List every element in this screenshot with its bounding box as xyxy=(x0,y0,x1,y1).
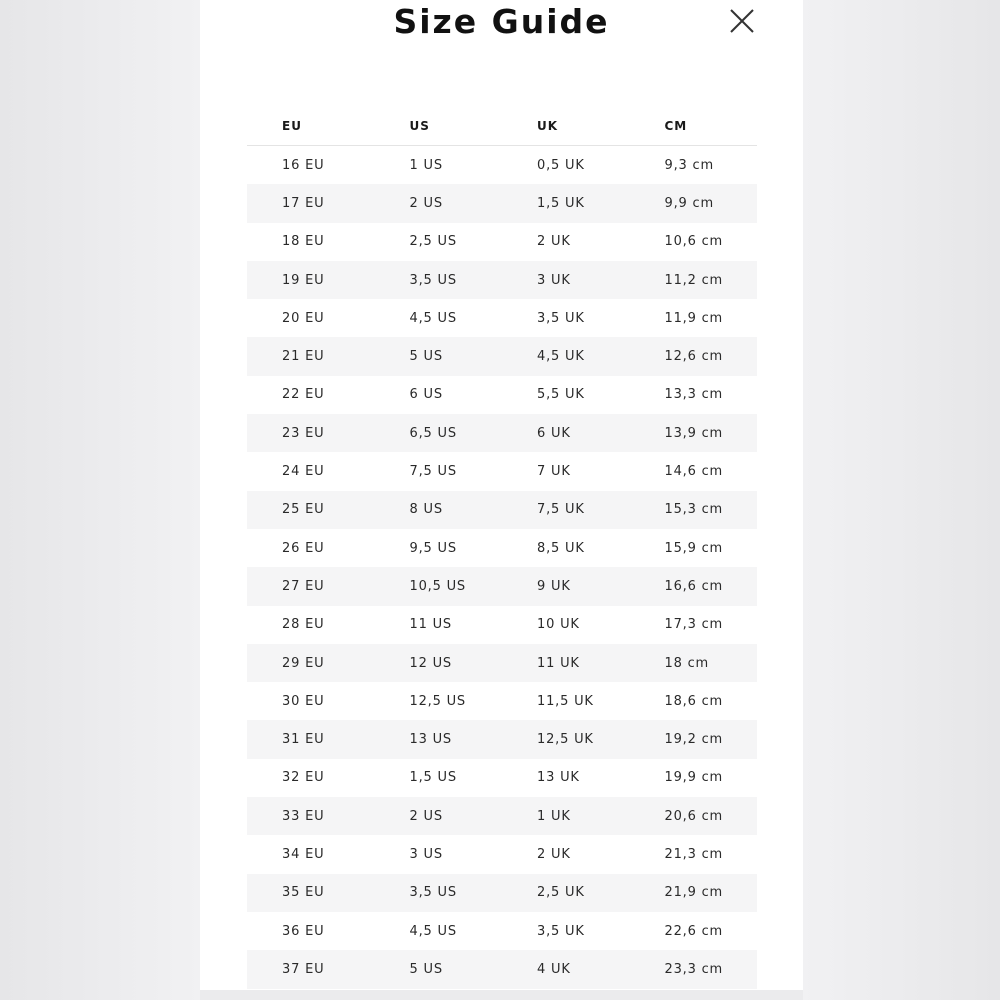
cell-eu: 33 EU xyxy=(247,797,375,835)
cell-uk: 6 UK xyxy=(502,414,630,452)
cell-uk: 2 UK xyxy=(537,234,571,250)
cell-uk: 4 UK xyxy=(502,950,630,988)
cell-us: 11 US xyxy=(409,617,452,633)
cell-us: 8 US xyxy=(375,491,503,529)
cell-uk: 9 UK xyxy=(502,567,630,605)
table-row xyxy=(247,759,757,797)
cell-eu: 19 EU xyxy=(247,261,375,299)
column-header-us: US xyxy=(375,107,503,146)
table-row xyxy=(247,491,757,529)
cell-cm: 12,6 cm xyxy=(630,337,758,375)
cell-cm: 15,9 cm xyxy=(664,540,723,556)
cell-us: 3,5 US xyxy=(375,261,503,299)
cell-us: 9,5 US xyxy=(409,540,457,556)
modal-title: Size Guide xyxy=(393,2,610,41)
table-row xyxy=(247,184,757,222)
table-row xyxy=(247,452,757,490)
cell-us: 6 US xyxy=(409,387,443,403)
size-guide-modal xyxy=(200,0,803,990)
cell-uk: 12,5 UK xyxy=(502,720,630,758)
table-row xyxy=(247,299,757,337)
cell-cm: 13,3 cm xyxy=(664,387,723,403)
cell-cm: 20,6 cm xyxy=(630,797,758,835)
cell-uk: 0,5 UK xyxy=(537,157,585,173)
table-row xyxy=(247,874,757,912)
cell-us: 2,5 US xyxy=(409,234,457,250)
cell-us: 2 US xyxy=(375,184,503,222)
cell-us: 7,5 US xyxy=(409,464,457,480)
cell-uk: 1,5 UK xyxy=(502,184,630,222)
cell-uk: 2,5 UK xyxy=(502,874,630,912)
cell-us: 12,5 US xyxy=(409,693,466,709)
cell-eu: 27 EU xyxy=(247,567,375,605)
cell-cm: 14,6 cm xyxy=(664,464,723,480)
cell-eu: 17 EU xyxy=(247,184,375,222)
cell-cm: 21,9 cm xyxy=(630,874,758,912)
cell-eu: 22 EU xyxy=(282,387,325,403)
cell-eu: 34 EU xyxy=(282,846,325,862)
backdrop-right xyxy=(803,0,1000,1000)
cell-us: 1,5 US xyxy=(409,770,457,786)
cell-us: 5 US xyxy=(375,337,503,375)
cell-eu: 24 EU xyxy=(282,464,325,480)
cell-cm: 16,6 cm xyxy=(630,567,758,605)
column-header-eu: EU xyxy=(247,107,375,146)
table-row xyxy=(247,529,757,567)
cell-us: 2 US xyxy=(375,797,503,835)
cell-cm: 19,9 cm xyxy=(664,770,723,786)
cell-eu: 35 EU xyxy=(247,874,375,912)
cell-uk: 3,5 UK xyxy=(537,310,585,326)
cell-uk: 1 UK xyxy=(502,797,630,835)
table-row xyxy=(247,337,757,375)
cell-uk: 10 UK xyxy=(537,617,580,633)
cell-cm: 11,2 cm xyxy=(630,261,758,299)
cell-eu: 32 EU xyxy=(282,770,325,786)
cell-cm: 13,9 cm xyxy=(630,414,758,452)
cell-us: 3 US xyxy=(409,846,443,862)
cell-cm: 17,3 cm xyxy=(664,617,723,633)
cell-eu: 29 EU xyxy=(247,644,375,682)
cell-uk: 11 UK xyxy=(502,644,630,682)
cell-us: 10,5 US xyxy=(375,567,503,605)
table-header-row xyxy=(247,107,757,146)
cell-uk: 13 UK xyxy=(537,770,580,786)
cell-cm: 19,2 cm xyxy=(630,720,758,758)
cell-us: 3,5 US xyxy=(375,874,503,912)
cell-eu: 28 EU xyxy=(282,617,325,633)
cell-us: 5 US xyxy=(375,950,503,988)
cell-uk: 3 UK xyxy=(502,261,630,299)
cell-cm: 9,3 cm xyxy=(664,157,714,173)
cell-eu: 26 EU xyxy=(282,540,325,556)
cell-eu: 30 EU xyxy=(282,693,325,709)
cell-eu: 20 EU xyxy=(282,310,325,326)
cell-us: 1 US xyxy=(409,157,443,173)
table-row xyxy=(247,720,757,758)
table-row xyxy=(247,682,757,720)
table-row xyxy=(247,835,757,873)
close-button[interactable] xyxy=(725,4,759,38)
cell-cm: 18 cm xyxy=(630,644,758,682)
cell-us: 4,5 US xyxy=(409,923,457,939)
cell-cm: 15,3 cm xyxy=(630,491,758,529)
cell-eu: 31 EU xyxy=(247,720,375,758)
table-row xyxy=(247,797,757,835)
table-row xyxy=(247,414,757,452)
table-row xyxy=(247,261,757,299)
cell-us: 12 US xyxy=(375,644,503,682)
table-row xyxy=(247,606,757,644)
cell-uk: 2 UK xyxy=(537,846,571,862)
cell-uk: 11,5 UK xyxy=(537,693,594,709)
cell-uk: 8,5 UK xyxy=(537,540,585,556)
cell-cm: 9,9 cm xyxy=(630,184,758,222)
cell-us: 6,5 US xyxy=(375,414,503,452)
table-row xyxy=(247,376,757,414)
cell-cm: 10,6 cm xyxy=(664,234,723,250)
cell-uk: 7,5 UK xyxy=(502,491,630,529)
column-header-cm: CM xyxy=(630,107,758,146)
cell-cm: 11,9 cm xyxy=(664,310,723,326)
cell-cm: 18,6 cm xyxy=(664,693,723,709)
cell-us: 13 US xyxy=(375,720,503,758)
cell-eu: 23 EU xyxy=(247,414,375,452)
table-row xyxy=(247,223,757,261)
table-row xyxy=(247,912,757,950)
cell-uk: 3,5 UK xyxy=(537,923,585,939)
backdrop-left xyxy=(0,0,200,1000)
table-row xyxy=(247,950,757,988)
cell-cm: 21,3 cm xyxy=(664,846,723,862)
cell-us: 4,5 US xyxy=(409,310,457,326)
table-row xyxy=(247,146,757,185)
cell-eu: 37 EU xyxy=(247,950,375,988)
cell-uk: 7 UK xyxy=(537,464,571,480)
cell-uk: 4,5 UK xyxy=(502,337,630,375)
cell-eu: 25 EU xyxy=(247,491,375,529)
cell-eu: 16 EU xyxy=(282,157,325,173)
cell-eu: 21 EU xyxy=(247,337,375,375)
cell-eu: 18 EU xyxy=(282,234,325,250)
close-icon[interactable] xyxy=(725,4,759,38)
table-row xyxy=(247,567,757,605)
cell-uk: 5,5 UK xyxy=(537,387,585,403)
cell-cm: 22,6 cm xyxy=(664,923,723,939)
column-header-uk: UK xyxy=(502,107,630,146)
cell-eu: 36 EU xyxy=(282,923,325,939)
size-table xyxy=(247,107,757,989)
table-row xyxy=(247,644,757,682)
cell-cm: 23,3 cm xyxy=(630,950,758,988)
